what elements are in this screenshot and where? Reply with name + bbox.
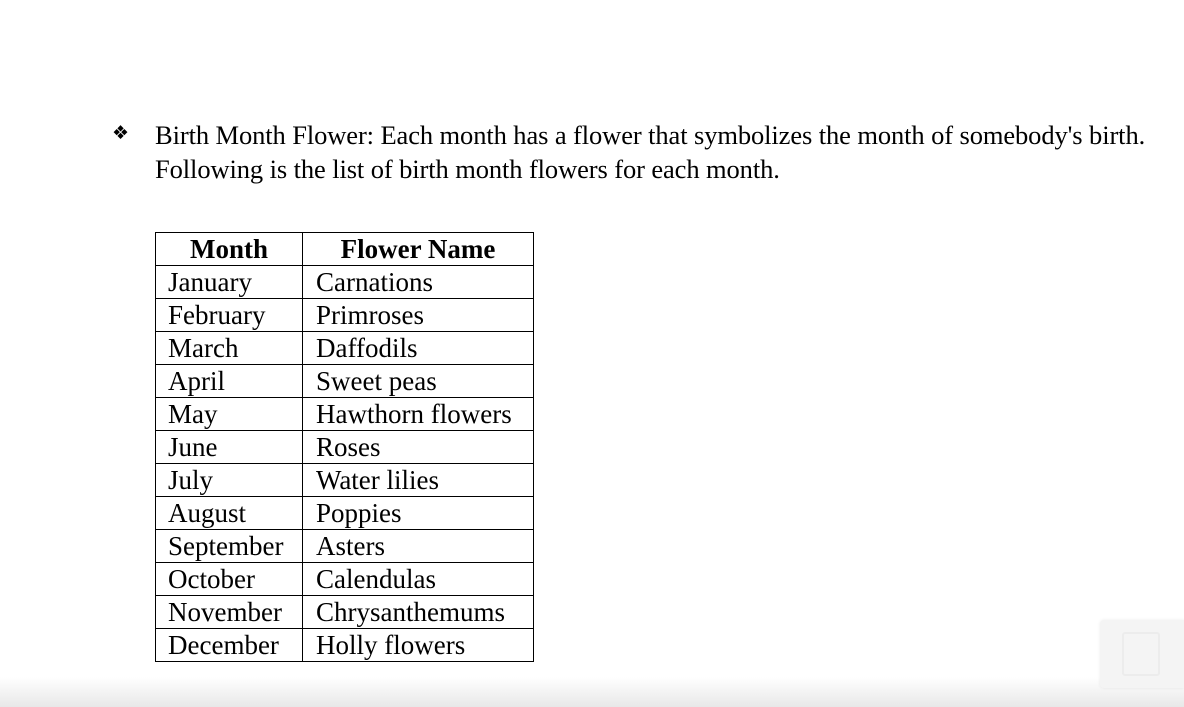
diamond-bullet-icon: ❖ [112, 122, 130, 144]
flower-cell: Primroses [303, 299, 534, 332]
month-cell: August [156, 497, 303, 530]
table-header-row [156, 233, 534, 266]
month-cell: January [156, 266, 303, 299]
month-cell: May [156, 398, 303, 431]
flower-cell: Calendulas [303, 563, 534, 596]
month-cell: November [156, 596, 303, 629]
flower-cell: Asters [303, 530, 534, 563]
page-navigation-widget[interactable] [1100, 620, 1184, 688]
flower-cell: Hawthorn flowers [303, 398, 534, 431]
month-cell: December [156, 629, 303, 662]
month-cell: March [156, 332, 303, 365]
table-row [156, 365, 534, 398]
page-thumbnail-icon[interactable] [1122, 632, 1160, 676]
table-row [156, 563, 534, 596]
table-row [156, 629, 534, 662]
month-cell: July [156, 464, 303, 497]
month-cell: September [156, 530, 303, 563]
header-month: Month [156, 233, 303, 266]
table-row [156, 596, 534, 629]
flower-cell: Poppies [303, 497, 534, 530]
birth-flower-table [155, 232, 534, 662]
table-row [156, 497, 534, 530]
flower-cell: Holly flowers [303, 629, 534, 662]
table-row [156, 398, 534, 431]
table-row [156, 431, 534, 464]
month-cell: June [156, 431, 303, 464]
month-cell: October [156, 563, 303, 596]
flower-cell: Chrysanthemums [303, 596, 534, 629]
table-row [156, 464, 534, 497]
table-row [156, 530, 534, 563]
flower-cell: Sweet peas [303, 365, 534, 398]
month-cell: April [156, 365, 303, 398]
header-flower-name: Flower Name [303, 233, 534, 266]
table-row [156, 266, 534, 299]
flower-cell: Carnations [303, 266, 534, 299]
bottom-edge-shadow [0, 677, 1184, 707]
flower-cell: Roses [303, 431, 534, 464]
table-row [156, 299, 534, 332]
month-cell: February [156, 299, 303, 332]
paragraph-text: Birth Month Flower: Each month has a flower that symbolizes the month of somebody's birth. Following is the list of birth month flowers for each month. [155, 120, 1146, 184]
flower-cell: Water lilies [303, 464, 534, 497]
table-row [156, 332, 534, 365]
flower-cell: Daffodils [303, 332, 534, 365]
